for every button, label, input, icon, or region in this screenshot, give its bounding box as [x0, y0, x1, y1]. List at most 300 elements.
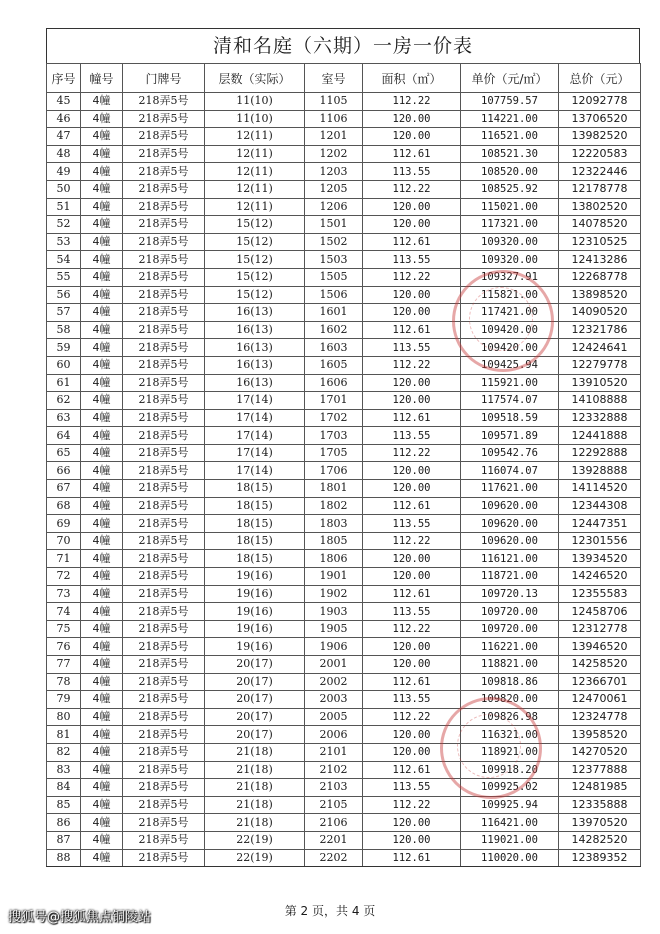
table-row [47, 374, 641, 392]
unit-price-cell: 115821.00 [461, 286, 559, 304]
area-cell: 112.22 [363, 268, 461, 286]
room-number: 1205 [305, 180, 363, 198]
total-price-cell: 12366701 [559, 673, 641, 691]
room-number: 1503 [305, 251, 363, 269]
row-number: 56 [47, 286, 81, 304]
building-number: 4幢 [81, 286, 123, 304]
total-price-cell: 12322446 [559, 163, 641, 181]
door-number: 218弄5号 [123, 409, 205, 427]
unit-price-cell: 109320.00 [461, 251, 559, 269]
area-cell: 112.61 [363, 321, 461, 339]
unit-price-cell: 109720.00 [461, 603, 559, 621]
unit-price-cell: 118821.00 [461, 656, 559, 674]
door-number: 218弄5号 [123, 691, 205, 709]
column-header: 层数（实际） [205, 64, 305, 93]
building-number: 4幢 [81, 462, 123, 480]
building-number: 4幢 [81, 550, 123, 568]
building-number: 4幢 [81, 198, 123, 216]
area-cell: 112.22 [363, 444, 461, 462]
area-cell: 120.00 [363, 480, 461, 498]
room-number: 2202 [305, 849, 363, 867]
total-price-cell: 13898520 [559, 286, 641, 304]
room-number: 2106 [305, 814, 363, 832]
door-number: 218弄5号 [123, 796, 205, 814]
table-row [47, 251, 641, 269]
row-number: 68 [47, 497, 81, 515]
table-row [47, 180, 641, 198]
room-number: 2003 [305, 691, 363, 709]
room-number: 2105 [305, 796, 363, 814]
building-number: 4幢 [81, 796, 123, 814]
area-cell: 112.61 [363, 145, 461, 163]
building-number: 4幢 [81, 110, 123, 128]
unit-price-cell: 109420.00 [461, 339, 559, 357]
door-number: 218弄5号 [123, 831, 205, 849]
unit-price-cell: 116421.00 [461, 814, 559, 832]
table-row [47, 110, 641, 128]
door-number: 218弄5号 [123, 198, 205, 216]
unit-price-cell: 109918.20 [461, 761, 559, 779]
floor-cell: 12(11) [205, 128, 305, 146]
building-number: 4幢 [81, 163, 123, 181]
floor-cell: 17(14) [205, 392, 305, 410]
room-number: 1105 [305, 93, 363, 111]
door-number: 218弄5号 [123, 743, 205, 761]
total-price-cell: 12458706 [559, 603, 641, 621]
building-number: 4幢 [81, 444, 123, 462]
unit-price-cell: 119021.00 [461, 831, 559, 849]
price-table [46, 63, 641, 867]
unit-price-cell: 117421.00 [461, 304, 559, 322]
unit-price-cell: 108525.92 [461, 180, 559, 198]
total-price-cell: 12092778 [559, 93, 641, 111]
area-cell: 112.22 [363, 708, 461, 726]
room-number: 1706 [305, 462, 363, 480]
floor-cell: 20(17) [205, 726, 305, 744]
floor-cell: 18(15) [205, 532, 305, 550]
row-number: 60 [47, 356, 81, 374]
table-row [47, 392, 641, 410]
building-number: 4幢 [81, 93, 123, 111]
row-number: 50 [47, 180, 81, 198]
room-number: 2005 [305, 708, 363, 726]
total-price-cell: 13958520 [559, 726, 641, 744]
row-number: 74 [47, 603, 81, 621]
room-number: 1906 [305, 638, 363, 656]
door-number: 218弄5号 [123, 708, 205, 726]
area-cell: 120.00 [363, 568, 461, 586]
table-row [47, 603, 641, 621]
floor-cell: 12(11) [205, 180, 305, 198]
total-price-cell: 14270520 [559, 743, 641, 761]
room-number: 1903 [305, 603, 363, 621]
total-price-cell: 12332888 [559, 409, 641, 427]
door-number: 218弄5号 [123, 286, 205, 304]
building-number: 4幢 [81, 497, 123, 515]
row-number: 47 [47, 128, 81, 146]
column-header: 总价（元） [559, 64, 641, 93]
building-number: 4幢 [81, 638, 123, 656]
room-number: 1905 [305, 620, 363, 638]
total-price-cell: 14078520 [559, 216, 641, 234]
floor-cell: 18(15) [205, 480, 305, 498]
floor-cell: 12(11) [205, 198, 305, 216]
building-number: 4幢 [81, 814, 123, 832]
table-row [47, 849, 641, 867]
area-cell: 120.00 [363, 128, 461, 146]
row-number: 84 [47, 779, 81, 797]
total-price-cell: 12292888 [559, 444, 641, 462]
row-number: 80 [47, 708, 81, 726]
floor-cell: 16(13) [205, 321, 305, 339]
row-number: 46 [47, 110, 81, 128]
row-number: 54 [47, 251, 81, 269]
room-number: 1805 [305, 532, 363, 550]
area-cell: 113.55 [363, 251, 461, 269]
building-number: 4幢 [81, 656, 123, 674]
building-number: 4幢 [81, 585, 123, 603]
table-row [47, 814, 641, 832]
column-header: 单价（元/㎡） [461, 64, 559, 93]
building-number: 4幢 [81, 339, 123, 357]
building-number: 4幢 [81, 620, 123, 638]
floor-cell: 22(19) [205, 831, 305, 849]
floor-cell: 15(12) [205, 286, 305, 304]
unit-price-cell: 117321.00 [461, 216, 559, 234]
table-row [47, 779, 641, 797]
area-cell: 113.55 [363, 163, 461, 181]
area-cell: 112.22 [363, 356, 461, 374]
unit-price-cell: 109818.86 [461, 673, 559, 691]
building-number: 4幢 [81, 321, 123, 339]
floor-cell: 16(13) [205, 304, 305, 322]
table-row [47, 128, 641, 146]
floor-cell: 21(18) [205, 779, 305, 797]
room-number: 1602 [305, 321, 363, 339]
table-row [47, 145, 641, 163]
unit-price-cell: 109620.00 [461, 497, 559, 515]
area-cell: 112.22 [363, 620, 461, 638]
building-number: 4幢 [81, 691, 123, 709]
table-row [47, 286, 641, 304]
table-row [47, 163, 641, 181]
total-price-cell: 14258520 [559, 656, 641, 674]
red-seal-stamp [440, 697, 542, 799]
total-price-cell: 12310525 [559, 233, 641, 251]
building-number: 4幢 [81, 356, 123, 374]
area-cell: 113.55 [363, 427, 461, 445]
total-price-cell: 13802520 [559, 198, 641, 216]
table-row [47, 585, 641, 603]
total-price-cell: 12441888 [559, 427, 641, 445]
table-row [47, 691, 641, 709]
door-number: 218弄5号 [123, 163, 205, 181]
total-price-cell: 14282520 [559, 831, 641, 849]
column-header: 序号 [47, 64, 81, 93]
unit-price-cell: 108520.00 [461, 163, 559, 181]
row-number: 53 [47, 233, 81, 251]
table-row [47, 356, 641, 374]
room-number: 2002 [305, 673, 363, 691]
page-title: 清和名庭（六期）一房一价表 [46, 28, 640, 63]
floor-cell: 21(18) [205, 761, 305, 779]
row-number: 86 [47, 814, 81, 832]
table-row [47, 743, 641, 761]
total-price-cell: 12268778 [559, 268, 641, 286]
total-price-cell: 13982520 [559, 128, 641, 146]
building-number: 4幢 [81, 831, 123, 849]
total-price-cell: 14246520 [559, 568, 641, 586]
floor-cell: 16(13) [205, 374, 305, 392]
unit-price-cell: 110020.00 [461, 849, 559, 867]
unit-price-cell: 118921.00 [461, 743, 559, 761]
door-number: 218弄5号 [123, 444, 205, 462]
total-price-cell: 12279778 [559, 356, 641, 374]
area-cell: 113.55 [363, 779, 461, 797]
table-row [47, 480, 641, 498]
unit-price-cell: 109320.00 [461, 233, 559, 251]
door-number: 218弄5号 [123, 726, 205, 744]
area-cell: 120.00 [363, 304, 461, 322]
floor-cell: 19(16) [205, 620, 305, 638]
floor-cell: 16(13) [205, 356, 305, 374]
floor-cell: 19(16) [205, 638, 305, 656]
room-number: 2101 [305, 743, 363, 761]
table-row [47, 761, 641, 779]
area-cell: 120.00 [363, 831, 461, 849]
table-row [47, 339, 641, 357]
door-number: 218弄5号 [123, 656, 205, 674]
table-header-row [47, 64, 641, 93]
row-number: 78 [47, 673, 81, 691]
door-number: 218弄5号 [123, 568, 205, 586]
floor-cell: 20(17) [205, 708, 305, 726]
total-price-cell: 13946520 [559, 638, 641, 656]
row-number: 67 [47, 480, 81, 498]
building-number: 4幢 [81, 726, 123, 744]
building-number: 4幢 [81, 128, 123, 146]
total-price-cell: 12447351 [559, 515, 641, 533]
red-seal-stamp [452, 270, 554, 372]
building-number: 4幢 [81, 427, 123, 445]
door-number: 218弄5号 [123, 93, 205, 111]
unit-price-cell: 107759.57 [461, 93, 559, 111]
unit-price-cell: 114221.00 [461, 110, 559, 128]
floor-cell: 15(12) [205, 251, 305, 269]
row-number: 81 [47, 726, 81, 744]
floor-cell: 21(18) [205, 743, 305, 761]
floor-cell: 21(18) [205, 814, 305, 832]
room-number: 2006 [305, 726, 363, 744]
door-number: 218弄5号 [123, 374, 205, 392]
door-number: 218弄5号 [123, 321, 205, 339]
area-cell: 112.61 [363, 409, 461, 427]
table-row [47, 409, 641, 427]
building-number: 4幢 [81, 216, 123, 234]
building-number: 4幢 [81, 304, 123, 322]
table-row [47, 444, 641, 462]
door-number: 218弄5号 [123, 392, 205, 410]
table-row [47, 550, 641, 568]
table-row [47, 216, 641, 234]
door-number: 218弄5号 [123, 110, 205, 128]
room-number: 1705 [305, 444, 363, 462]
row-number: 75 [47, 620, 81, 638]
total-price-cell: 12355583 [559, 585, 641, 603]
room-number: 1702 [305, 409, 363, 427]
floor-cell: 18(15) [205, 515, 305, 533]
row-number: 72 [47, 568, 81, 586]
door-number: 218弄5号 [123, 550, 205, 568]
door-number: 218弄5号 [123, 462, 205, 480]
page-number: 第 2 页，共 4 页 [284, 904, 376, 918]
unit-price-cell: 118721.00 [461, 568, 559, 586]
price-table-sheet [46, 28, 640, 867]
room-number: 1202 [305, 145, 363, 163]
floor-cell: 17(14) [205, 462, 305, 480]
total-price-cell: 14114520 [559, 480, 641, 498]
door-number: 218弄5号 [123, 497, 205, 515]
table-row [47, 268, 641, 286]
building-number: 4幢 [81, 392, 123, 410]
room-number: 1701 [305, 392, 363, 410]
total-price-cell: 13934520 [559, 550, 641, 568]
room-number: 1803 [305, 515, 363, 533]
building-number: 4幢 [81, 251, 123, 269]
room-number: 2103 [305, 779, 363, 797]
total-price-cell: 12178778 [559, 180, 641, 198]
total-price-cell: 12424641 [559, 339, 641, 357]
unit-price-cell: 109820.00 [461, 691, 559, 709]
table-row [47, 831, 641, 849]
door-number: 218弄5号 [123, 251, 205, 269]
total-price-cell: 14090520 [559, 304, 641, 322]
unit-price-cell: 116521.00 [461, 128, 559, 146]
floor-cell: 21(18) [205, 796, 305, 814]
room-number: 1901 [305, 568, 363, 586]
room-number: 1605 [305, 356, 363, 374]
table-row [47, 233, 641, 251]
building-number: 4幢 [81, 568, 123, 586]
door-number: 218弄5号 [123, 532, 205, 550]
building-number: 4幢 [81, 743, 123, 761]
table-row [47, 462, 641, 480]
floor-cell: 12(11) [205, 145, 305, 163]
floor-cell: 18(15) [205, 550, 305, 568]
table-row [47, 515, 641, 533]
table-row [47, 673, 641, 691]
area-cell: 112.22 [363, 796, 461, 814]
door-number: 218弄5号 [123, 145, 205, 163]
door-number: 218弄5号 [123, 603, 205, 621]
unit-price-cell: 109826.98 [461, 708, 559, 726]
total-price-cell: 13970520 [559, 814, 641, 832]
door-number: 218弄5号 [123, 849, 205, 867]
area-cell: 120.00 [363, 110, 461, 128]
door-number: 218弄5号 [123, 427, 205, 445]
area-cell: 120.00 [363, 216, 461, 234]
area-cell: 120.00 [363, 656, 461, 674]
floor-cell: 17(14) [205, 427, 305, 445]
table-row [47, 427, 641, 445]
floor-cell: 12(11) [205, 163, 305, 181]
door-number: 218弄5号 [123, 638, 205, 656]
row-number: 65 [47, 444, 81, 462]
unit-price-cell: 109571.89 [461, 427, 559, 445]
total-price-cell: 12470061 [559, 691, 641, 709]
building-number: 4幢 [81, 145, 123, 163]
room-number: 1703 [305, 427, 363, 445]
room-number: 2201 [305, 831, 363, 849]
table-row [47, 497, 641, 515]
room-number: 1502 [305, 233, 363, 251]
area-cell: 112.22 [363, 532, 461, 550]
room-number: 1501 [305, 216, 363, 234]
room-number: 1802 [305, 497, 363, 515]
floor-cell: 17(14) [205, 444, 305, 462]
area-cell: 120.00 [363, 198, 461, 216]
unit-price-cell: 109420.00 [461, 321, 559, 339]
area-cell: 120.00 [363, 374, 461, 392]
row-number: 76 [47, 638, 81, 656]
building-number: 4幢 [81, 603, 123, 621]
row-number: 82 [47, 743, 81, 761]
room-number: 1106 [305, 110, 363, 128]
row-number: 73 [47, 585, 81, 603]
area-cell: 120.00 [363, 392, 461, 410]
building-number: 4幢 [81, 480, 123, 498]
area-cell: 120.00 [363, 550, 461, 568]
room-number: 2001 [305, 656, 363, 674]
unit-price-cell: 109620.00 [461, 532, 559, 550]
row-number: 58 [47, 321, 81, 339]
door-number: 218弄5号 [123, 814, 205, 832]
unit-price-cell: 116121.00 [461, 550, 559, 568]
table-row [47, 620, 641, 638]
unit-price-cell: 109925.94 [461, 796, 559, 814]
row-number: 70 [47, 532, 81, 550]
table-row [47, 532, 641, 550]
row-number: 48 [47, 145, 81, 163]
row-number: 49 [47, 163, 81, 181]
area-cell: 112.61 [363, 233, 461, 251]
area-cell: 112.61 [363, 497, 461, 515]
floor-cell: 16(13) [205, 339, 305, 357]
area-cell: 113.55 [363, 339, 461, 357]
row-number: 57 [47, 304, 81, 322]
room-number: 1603 [305, 339, 363, 357]
room-number: 1505 [305, 268, 363, 286]
room-number: 1203 [305, 163, 363, 181]
area-cell: 112.22 [363, 180, 461, 198]
total-price-cell: 12344308 [559, 497, 641, 515]
room-number: 1806 [305, 550, 363, 568]
building-number: 4幢 [81, 233, 123, 251]
area-cell: 112.61 [363, 673, 461, 691]
total-price-cell: 12321786 [559, 321, 641, 339]
row-number: 59 [47, 339, 81, 357]
door-number: 218弄5号 [123, 268, 205, 286]
building-number: 4幢 [81, 374, 123, 392]
row-number: 62 [47, 392, 81, 410]
table-row [47, 198, 641, 216]
table-row [47, 796, 641, 814]
floor-cell: 15(12) [205, 233, 305, 251]
row-number: 51 [47, 198, 81, 216]
door-number: 218弄5号 [123, 339, 205, 357]
door-number: 218弄5号 [123, 356, 205, 374]
floor-cell: 20(17) [205, 673, 305, 691]
